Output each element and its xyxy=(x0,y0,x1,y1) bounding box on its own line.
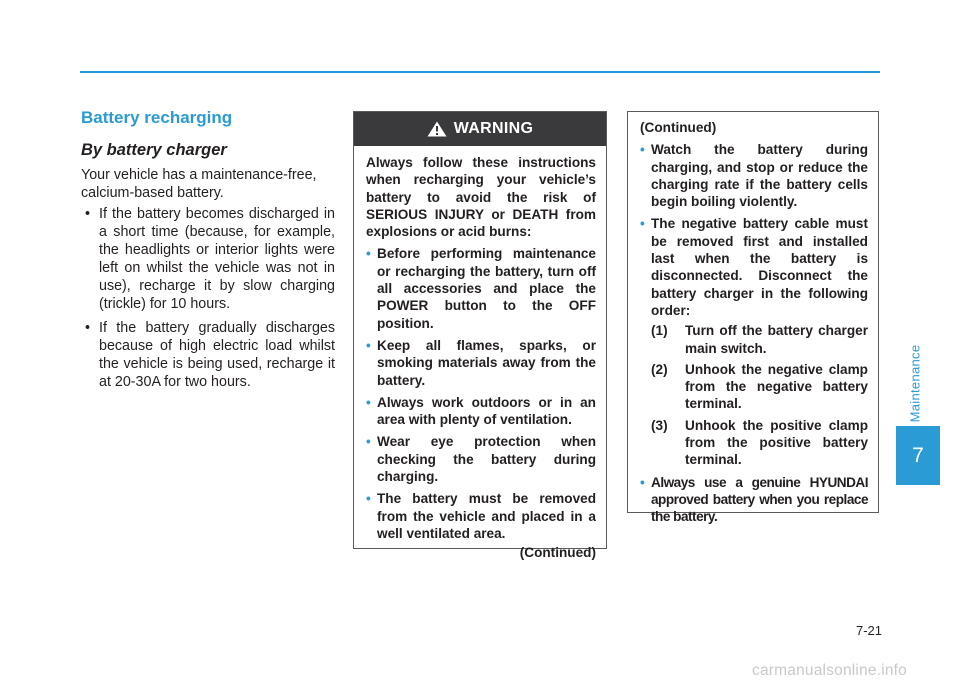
recharge-bullet: • If the battery becomes discharged in a short time (because, for example, the headlights or interior lights were left on whilst the vehicle was not in use), recharge it by slow charging (trickle) for 10 hours. xyxy=(81,205,335,313)
continued-label: (Continued) xyxy=(640,120,717,135)
watermark: carmanualsonline.info xyxy=(752,662,907,679)
continued-warning-box xyxy=(627,111,879,525)
warning-bullet xyxy=(366,490,596,542)
warning-bullet xyxy=(366,337,596,389)
bullet-dot: • xyxy=(366,491,371,507)
warning-intro: Always follow these instructions when recharging your vehicle’s battery to avoid the risk of SERIOUS INJURY or DEATH from explosions or acid burns: xyxy=(366,155,596,240)
bullet-dot: • xyxy=(366,246,371,262)
recharge-bullet-list xyxy=(81,205,335,391)
bullet-dot: • xyxy=(640,142,645,158)
warning-body xyxy=(354,146,606,562)
warning-bullet-list xyxy=(366,245,596,542)
warning-header xyxy=(354,112,606,146)
intro-text: Your vehicle has a maintenance-free, calcium-based battery. xyxy=(81,167,317,201)
warning-bullet xyxy=(366,433,596,485)
warning-box xyxy=(353,111,607,561)
section-heading: Battery recharging xyxy=(81,108,233,127)
continued-note: (Continued) xyxy=(519,545,596,561)
bullet-dot: • xyxy=(366,434,371,450)
continued-bullet xyxy=(640,474,868,526)
recharge-bullet: • If the battery gradually discharges because of high electric load whilst the vehicle is being used, recharge it at 20-30A for two hours. xyxy=(81,319,335,391)
page-number: 7-21 xyxy=(855,623,882,638)
section-label-text: Maintenance xyxy=(907,344,923,422)
step-text: Turn off the battery charger main switch. xyxy=(685,323,868,356)
warning-bullet-text: Keep all flames, sparks, or smoking materials away from the battery. xyxy=(377,337,596,388)
step-text: Unhook the negative clamp from the negative battery terminal. xyxy=(685,361,868,412)
bullet-dot: • xyxy=(640,216,645,232)
step-number: (3) xyxy=(651,417,668,433)
bullet-dot: • xyxy=(640,474,645,490)
continued-bullet-list xyxy=(640,141,868,525)
disconnect-step xyxy=(651,417,868,469)
disconnect-step-list xyxy=(651,322,868,468)
step-text: Unhook the positive clamp from the positive battery terminal. xyxy=(685,417,868,468)
warning-bullet-text: The battery must be removed from the vehicle and placed in a well ventilated area. xyxy=(377,491,596,541)
warning-triangle-icon xyxy=(427,121,447,137)
warning-bullet-text: Wear eye protection when checking the battery during charging. xyxy=(377,434,596,485)
continued-bullet xyxy=(640,141,868,210)
warning-bullet xyxy=(366,394,596,429)
disconnect-step xyxy=(651,361,868,413)
bullet-dot: • xyxy=(366,394,371,410)
chapter-tab[interactable] xyxy=(896,426,940,485)
continued-bullet-text: Watch the battery during charging, and stop or reduce the charging rate if the battery cells begin boiling violently. xyxy=(651,142,868,210)
step-number: (2) xyxy=(651,361,668,377)
header-rule xyxy=(80,71,880,73)
left-column xyxy=(81,107,335,397)
warning-title: WARNING xyxy=(453,120,534,137)
section-side-label xyxy=(906,338,924,428)
warning-bullet-text: Before performing maintenance or recharging the battery, turn off all accessories and place the POWER button to the OFF position. xyxy=(377,246,596,331)
bullet-dot: • xyxy=(366,337,371,353)
warning-bullet-text: Always work outdoors or in an area with plenty of ventilation. xyxy=(377,394,596,428)
continued-bullet-text: The negative battery cable must be removed first and installed last when the battery is disconnected. Disconnect the battery charger in the following order: xyxy=(651,216,868,318)
continued-bullet-text: Always use a genuine HYUNDAI approved battery when you replace the battery. xyxy=(651,474,868,525)
step-number: (1) xyxy=(651,323,668,339)
sub-heading: By battery charger xyxy=(81,141,227,159)
warning-bullet xyxy=(366,245,596,331)
chapter-number: 7 xyxy=(912,443,924,467)
continued-bullet xyxy=(640,215,868,468)
disconnect-step xyxy=(651,322,868,357)
